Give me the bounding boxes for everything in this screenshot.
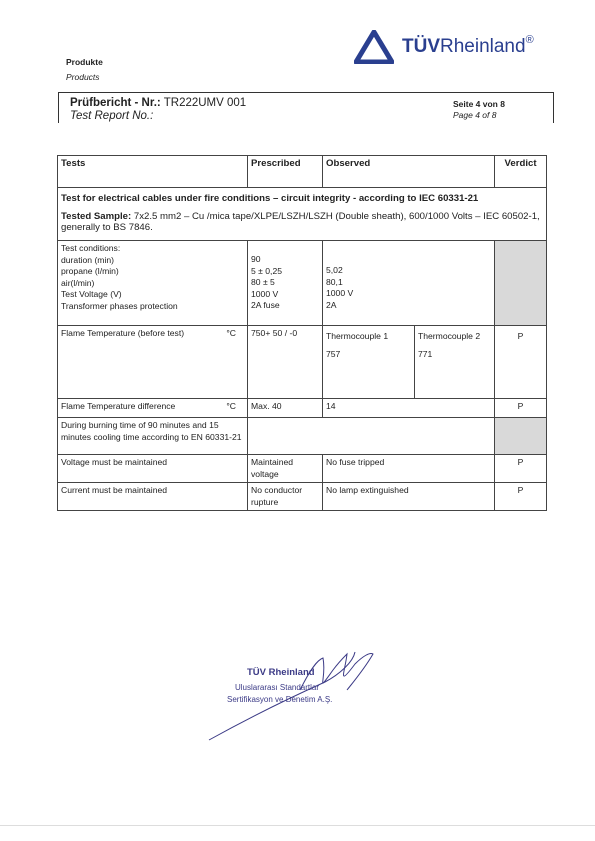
- table-row: [58, 399, 547, 418]
- flame-temp-unit: °C: [226, 328, 236, 338]
- report-label-de: Prüfbericht - Nr.:: [70, 97, 161, 109]
- conditions-tests: [58, 241, 248, 326]
- cond-line: air(l/min): [61, 277, 95, 288]
- products-label-en: Products: [66, 72, 100, 82]
- tc1-value: 757: [326, 348, 341, 359]
- table-row: [58, 241, 547, 326]
- header-tests: Tests: [58, 156, 248, 188]
- flame-temp-label: Flame Temperature (before test): [61, 328, 185, 338]
- report-number: TR222UMV 001: [163, 97, 247, 109]
- tuv-logo: [354, 30, 564, 66]
- burning-observed: [248, 418, 495, 455]
- table-row: [58, 455, 547, 483]
- company-stamp-signature: [205, 650, 405, 745]
- flame-diff-verdict: P: [495, 399, 547, 418]
- tested-sample-label: Tested Sample:: [61, 210, 132, 222]
- cond-line: propane (l/min): [61, 266, 119, 276]
- table-row: [58, 418, 547, 455]
- page-number-en: Page 4 of 8: [453, 110, 497, 120]
- current-observed: No lamp extinguished: [323, 483, 495, 511]
- conditions-verdict: [495, 241, 547, 326]
- flame-diff-test: [58, 399, 248, 418]
- conditions-observed: [323, 241, 495, 326]
- section-title: Test for electrical cables under fire conditions – circuit integrity - according to IEC 60331-21: [61, 193, 479, 204]
- voltage-verdict: P: [495, 455, 547, 483]
- cond-prescribed: 90: [251, 254, 261, 264]
- current-verdict: P: [495, 483, 547, 511]
- cond-prescribed: 80 ± 5: [251, 277, 275, 287]
- logo-wordmark: [402, 36, 534, 58]
- flame-temp-verdict: P: [495, 326, 547, 399]
- test-results-table: [57, 155, 547, 511]
- thermocouple-1: [323, 326, 415, 399]
- flame-temp-prescribed: 750+ 50 / -0: [248, 326, 323, 399]
- cond-line: Test conditions:: [61, 243, 121, 253]
- conditions-prescribed: [248, 241, 323, 326]
- tc2-label: Thermocouple 2: [418, 331, 481, 341]
- footer-divider: [0, 825, 595, 826]
- flame-diff-label: Flame Temperature difference: [61, 401, 176, 411]
- stamp-line-1: TÜV Rheinland: [247, 667, 315, 678]
- tc2-value: 771: [418, 348, 433, 359]
- flame-diff-observed: 14: [323, 399, 495, 418]
- voltage-test: Voltage must be maintained: [58, 455, 248, 483]
- section-row: [58, 188, 547, 241]
- header-observed: Observed: [323, 156, 495, 188]
- page-number-de: Seite 4 von 8: [453, 99, 505, 109]
- cond-observed: 5,02: [326, 265, 343, 275]
- report-label-en: Test Report No.:: [70, 110, 154, 122]
- cond-line: duration (min): [61, 254, 115, 265]
- logo-brand-rest: Rheinland: [440, 36, 526, 57]
- logo-registered-mark: ®: [525, 34, 534, 46]
- cond-prescribed: 1000 V: [251, 288, 279, 299]
- tuv-triangle-icon: [354, 30, 394, 64]
- current-prescribed: No conductor rupture: [248, 483, 323, 511]
- burning-test: During burning time of 90 minutes and 15 minutes cooling time according to EN 60331-21: [58, 418, 248, 455]
- tc1-label: Thermocouple 1: [326, 331, 389, 341]
- stamp-line-2: Uluslararası Standartlar: [235, 683, 320, 692]
- flame-temp-test: [58, 326, 248, 399]
- cond-line: Transformer phases protection: [61, 300, 178, 311]
- table-header-row: [58, 156, 547, 188]
- report-number-line: [70, 97, 246, 109]
- logo-brand-bold: TÜV: [402, 36, 440, 57]
- table-row: [58, 326, 547, 399]
- header-verdict: Verdict: [495, 156, 547, 188]
- cond-line: Test Voltage (V): [61, 289, 122, 299]
- cond-prescribed: 5 ± 0,25: [251, 265, 282, 276]
- thermocouple-2: [415, 326, 495, 399]
- products-label-de: Produkte: [66, 57, 103, 67]
- cond-observed: 1000 V: [326, 288, 354, 298]
- table-row: [58, 483, 547, 511]
- cond-prescribed: 2A fuse: [251, 300, 280, 310]
- header-prescribed: Prescribed: [248, 156, 323, 188]
- flame-diff-unit: °C: [226, 401, 236, 411]
- cond-observed: 2A: [326, 299, 337, 310]
- burning-verdict: [495, 418, 547, 455]
- tested-sample-text: 7x2.5 mm2 – Cu /mica tape/XLPE/LSZH/LSZH (Double sheath), 600/1000 Volts – IEC 60502-1, generally to BS 7846.: [61, 210, 540, 233]
- tested-sample: [61, 211, 540, 234]
- voltage-observed: No fuse tripped: [323, 455, 495, 483]
- voltage-prescribed: Maintained voltage: [248, 455, 323, 483]
- cond-observed: 80,1: [326, 276, 343, 287]
- flame-diff-prescribed: Max. 40: [248, 399, 323, 418]
- stamp-line-3: Sertifikasyon ve Denetim A.Ş.: [227, 695, 333, 704]
- current-test: Current must be maintained: [58, 483, 248, 511]
